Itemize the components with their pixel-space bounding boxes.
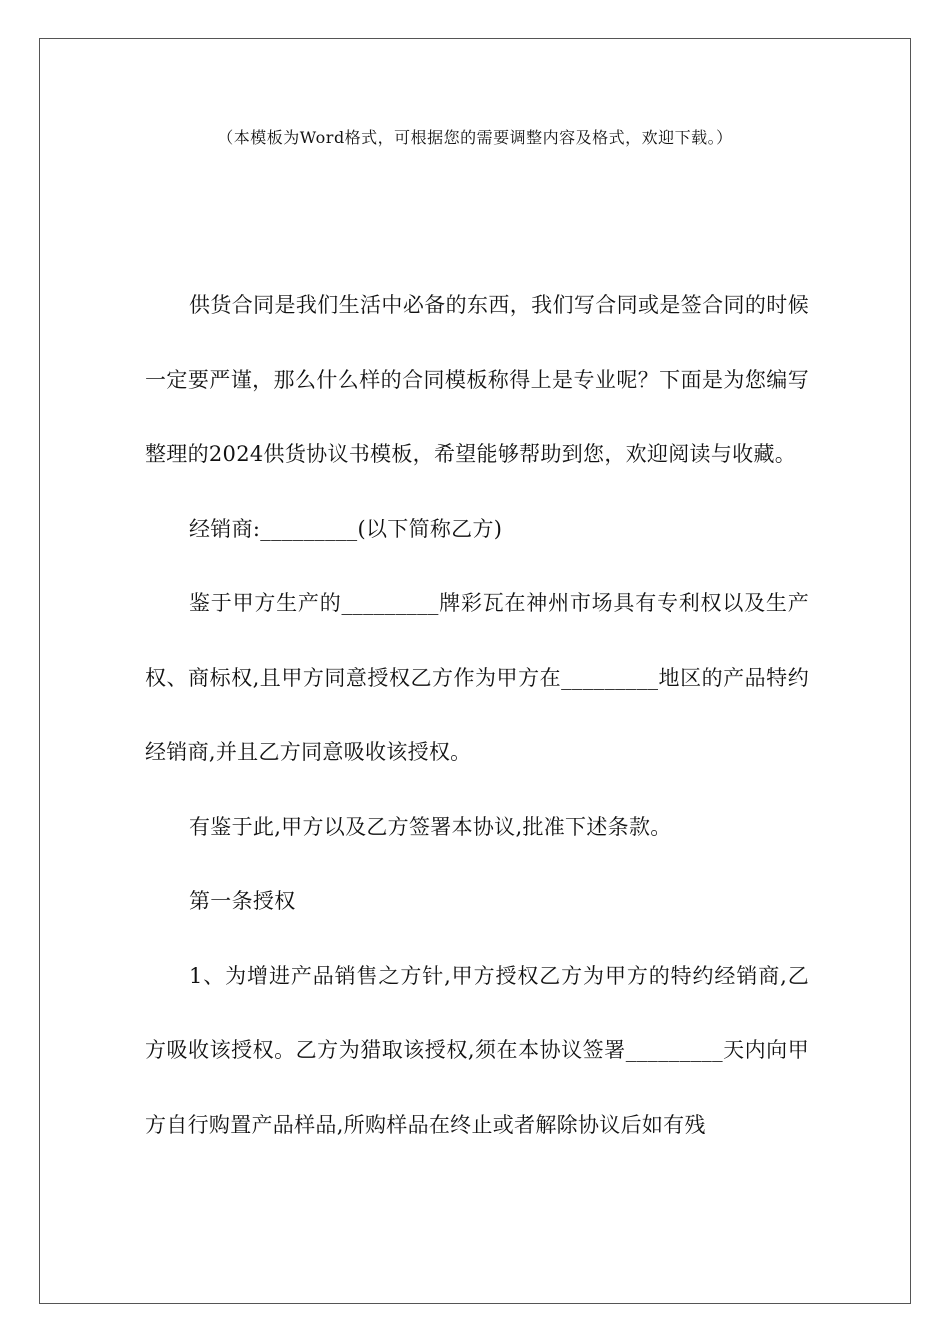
distributor-line: 经销商:_________(以下简称乙方) xyxy=(189,516,503,541)
document-body xyxy=(145,268,809,1162)
intro-paragraph: 供货合同是我们生活中必备的东西，我们写合同或是签合同的时候一定要严谨，那么什么样的合同模板称得上是专业呢？下面是为您编写整理的2024供货协议书模板，希望能够帮助到您，欢迎阅读与收藏。 xyxy=(145,293,809,466)
article-heading: 第一条授权 xyxy=(189,889,296,913)
whereas-paragraph: 鉴于甲方生产的_________牌彩瓦在神州市场具有专利权以及生产权、商标权,且甲方同意授权乙方作为甲方在_________地区的产品特约经销商,并且乙方同意吸收该授权。 xyxy=(145,591,809,764)
clause-paragraph: 1、为增进产品销售之方针,甲方授权乙方为甲方的特约经销商,乙方吸收该授权。乙方为猎取该授权,须在本协议签署_________天内向甲方自行购置产品样品,所购样品在终止或者解除协议后如有残 xyxy=(145,963,809,1137)
agreement-paragraph: 有鉴于此,甲方以及乙方签署本协议,批准下述条款。 xyxy=(189,814,672,839)
template-note: （本模板为Word格式，可根据您的需要调整内容及格式，欢迎下载。） xyxy=(217,128,733,147)
